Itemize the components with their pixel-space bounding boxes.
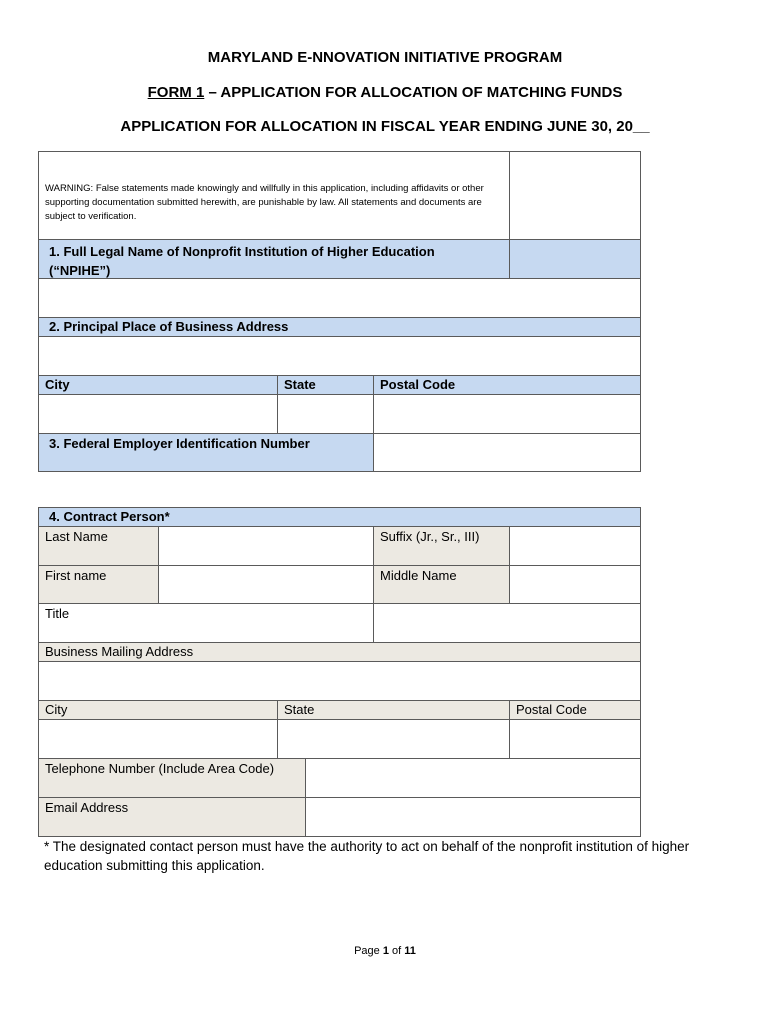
section-4-label: 4. Contract Person* — [38, 507, 641, 527]
page-number — [0, 945, 770, 957]
suffix-label: Suffix (Jr., Sr., III) — [373, 526, 510, 566]
first-name-field[interactable] — [158, 565, 374, 604]
title-input[interactable] — [380, 604, 634, 642]
mailing-address-label: Business Mailing Address — [38, 642, 641, 662]
fein-input[interactable] — [380, 434, 634, 471]
contact-postal-label: Postal Code — [509, 700, 641, 720]
business-address-field[interactable] — [38, 336, 641, 376]
postal-code-header: Postal Code — [373, 375, 641, 395]
title-label: Title — [38, 603, 374, 643]
telephone-input[interactable] — [312, 759, 634, 797]
middle-name-field[interactable] — [509, 565, 641, 604]
section-3-label: 3. Federal Employer Identification Number — [38, 433, 374, 472]
email-field[interactable] — [305, 797, 641, 837]
state-field[interactable] — [277, 394, 374, 434]
contact-city-field[interactable] — [38, 719, 278, 759]
city-input[interactable] — [45, 395, 271, 433]
state-input[interactable] — [284, 395, 367, 433]
contact-city-label: City — [38, 700, 278, 720]
contact-state-field[interactable] — [277, 719, 510, 759]
contact-city-input[interactable] — [45, 720, 271, 758]
state-header: State — [277, 375, 374, 395]
email-input[interactable] — [312, 798, 634, 836]
fiscal-year-heading: APPLICATION FOR ALLOCATION IN FISCAL YEAR ENDING JUNE 30, 20__ — [120, 118, 650, 135]
suffix-input[interactable] — [516, 527, 634, 565]
form-number-link[interactable]: FORM 1 — [147, 84, 205, 101]
first-name-label: First name — [38, 565, 159, 604]
page-total: 11 — [404, 945, 416, 957]
city-header: City — [38, 375, 278, 395]
contact-postal-field[interactable] — [509, 719, 641, 759]
telephone-label: Telephone Number (Include Area Code) — [38, 758, 306, 798]
page-prefix: Page — [354, 945, 383, 957]
form-subtitle — [0, 84, 770, 101]
npihe-name-field[interactable] — [38, 278, 641, 318]
form-program-title: MARYLAND E-NNOVATION INITIATIVE PROGRAM — [207, 49, 563, 66]
blank-corner-cell — [509, 151, 641, 240]
email-label: Email Address — [38, 797, 306, 837]
warning-text: WARNING: False statements made knowingly and willfully in this application, including affidavits or other supporting documentation submitted herewith, are punishable by law. All statements and documents are subject to verification. — [38, 151, 510, 240]
postal-code-field[interactable] — [373, 394, 641, 434]
last-name-input[interactable] — [165, 527, 367, 565]
last-name-label: Last Name — [38, 526, 159, 566]
middle-name-label: Middle Name — [373, 565, 510, 604]
section-1-side-cell — [509, 239, 641, 279]
contact-person-footnote: * The designated contact person must have the authority to act on behalf of the nonprofit institution of higher education submitting this application. — [44, 839, 690, 873]
telephone-field[interactable] — [305, 758, 641, 798]
business-address-input[interactable] — [45, 337, 634, 375]
contact-state-label: State — [277, 700, 510, 720]
middle-name-input[interactable] — [516, 566, 634, 603]
page-current: 1 — [382, 945, 389, 957]
npihe-name-input[interactable] — [45, 279, 634, 317]
contact-postal-input[interactable] — [516, 720, 634, 758]
contact-state-input[interactable] — [284, 720, 503, 758]
suffix-field[interactable] — [509, 526, 641, 566]
section-2-label: 2. Principal Place of Business Address — [38, 317, 641, 337]
postal-code-input[interactable] — [380, 395, 634, 433]
fein-field[interactable] — [373, 433, 641, 472]
form-subtitle-text: – APPLICATION FOR ALLOCATION OF MATCHING FUNDS — [204, 84, 623, 101]
mailing-address-input[interactable] — [45, 662, 634, 700]
page-of: of — [388, 945, 405, 957]
mailing-address-field[interactable] — [38, 661, 641, 701]
last-name-field[interactable] — [158, 526, 374, 566]
title-field[interactable] — [373, 603, 641, 643]
city-field[interactable] — [38, 394, 278, 434]
section-1-label: 1. Full Legal Name of Nonprofit Institution of Higher Education (“NPIHE”) — [38, 239, 510, 279]
first-name-input[interactable] — [165, 566, 367, 603]
